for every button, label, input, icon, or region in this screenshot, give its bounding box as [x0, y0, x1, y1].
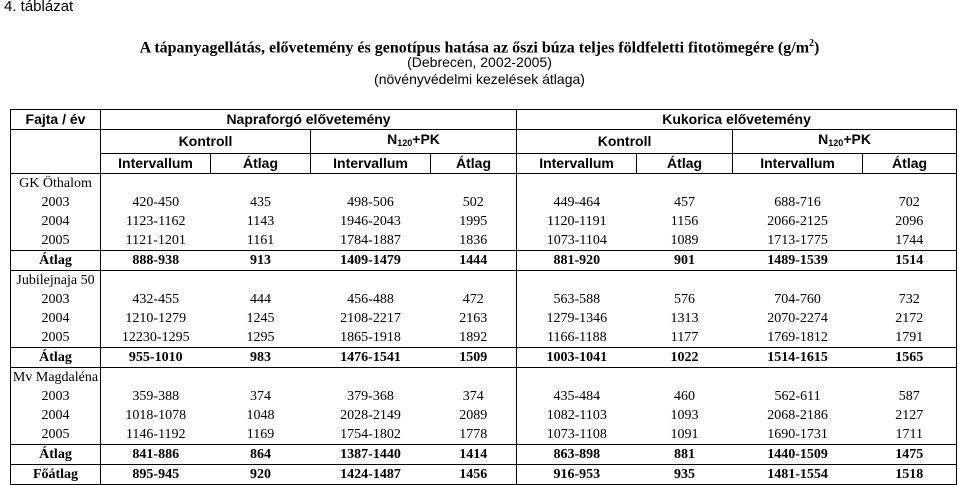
value-cell: 2108-2217: [340, 311, 401, 326]
value-cell: 1713-1775: [767, 233, 828, 248]
header-interval: Intervallum: [517, 154, 637, 174]
average-value: 1514: [863, 251, 957, 271]
variety-row: [11, 271, 957, 291]
grand-average-value: 1518: [863, 465, 957, 485]
year-cell: 2003: [11, 290, 101, 309]
value-cell: 1210-1279: [125, 311, 187, 326]
average-value: 955-1010: [101, 348, 211, 368]
data-table: [10, 109, 957, 485]
average-value: 983: [211, 348, 311, 368]
header-npk-1: [311, 130, 517, 154]
value-cell: 688-716: [774, 195, 821, 210]
header-mean: Átlag: [211, 154, 311, 174]
empty-cell: [517, 174, 637, 194]
header-mean: Átlag: [431, 154, 517, 174]
value-cell: 1295: [246, 330, 275, 345]
value-cell: 1091: [670, 427, 699, 442]
value-cell: 432-455: [132, 292, 180, 307]
grand-average-value: 935: [637, 465, 733, 485]
table-number: 4. táblázat: [4, 0, 74, 15]
table-row: [11, 231, 957, 251]
value-cell: 435-484: [553, 389, 601, 404]
grand-average-value: 1481-1554: [733, 465, 863, 485]
year-cell: 2004: [11, 212, 101, 231]
average-value: 881-920: [517, 251, 637, 271]
year-cell: 2005: [11, 328, 101, 348]
value-cell: 502: [431, 193, 517, 212]
title-text: A tápanyagellátás, elővetemény és genotípus hatása az őszi búza teljes földfeletti fitotömegére (g/m: [139, 39, 810, 57]
value-cell: 12230-1295: [121, 330, 190, 345]
header-maize-preceding: Kukorica elővetemény: [517, 110, 957, 130]
empty-cell: [101, 174, 211, 194]
value-cell: 1120-1191: [546, 214, 607, 229]
value-cell: 704-760: [774, 292, 821, 307]
value-cell: 1784-1887: [340, 233, 401, 248]
empty-cell: [733, 368, 863, 388]
value-cell: 1791: [863, 328, 957, 348]
empty-cell: [211, 271, 311, 291]
table-body: [11, 174, 957, 485]
value-cell: 563-588: [553, 292, 601, 307]
value-cell: 1995: [431, 212, 517, 231]
table-row: [11, 387, 957, 406]
header-control-1: Kontroll: [101, 130, 311, 154]
average-row: [11, 251, 957, 271]
value-cell: 1892: [431, 328, 517, 348]
value-cell: 1177: [670, 330, 699, 345]
grand-average-value: 1424-1487: [311, 465, 431, 485]
average-value: 1489-1539: [733, 251, 863, 271]
average-value: 901: [637, 251, 733, 271]
value-cell: 1156: [670, 214, 699, 229]
grand-average-value: 1456: [431, 465, 517, 485]
empty-cell: [311, 174, 431, 194]
average-value: 1003-1041: [517, 348, 637, 368]
value-cell: 2127: [863, 406, 957, 425]
year-cell: 2003: [11, 193, 101, 212]
value-cell: 1711: [863, 425, 957, 445]
value-cell: 498-506: [347, 195, 394, 210]
empty-cell: [101, 271, 211, 291]
npk-sub: 120: [828, 138, 844, 148]
value-cell: 1161: [246, 233, 275, 248]
average-value: 1440-1509: [733, 445, 863, 465]
value-cell: 1279-1346: [546, 311, 608, 326]
value-cell: 1166-1188: [546, 330, 607, 345]
value-cell: 2089: [431, 406, 517, 425]
average-value: 1409-1479: [311, 251, 431, 271]
table-row: [11, 290, 957, 309]
value-cell: 1093: [670, 408, 699, 423]
value-cell: 2028-2149: [340, 408, 401, 423]
value-cell: 2163: [431, 309, 517, 328]
value-cell: 1018-1078: [125, 408, 187, 423]
header-interval: Intervallum: [311, 154, 431, 174]
value-cell: 1946-2043: [340, 214, 401, 229]
value-cell: 1865-1918: [340, 330, 401, 345]
empty-cell: [431, 271, 517, 291]
header-variety-year: Fajta / év: [11, 110, 101, 130]
average-value: 1387-1440: [311, 445, 431, 465]
header-npk-2: [733, 130, 957, 154]
value-cell: 1744: [863, 231, 957, 251]
year-cell: 2004: [11, 309, 101, 328]
empty-cell: [311, 368, 431, 388]
average-value: 1475: [863, 445, 957, 465]
table-row: [11, 425, 957, 445]
average-value: 1476-1541: [311, 348, 431, 368]
value-cell: 576: [674, 292, 696, 307]
average-label: Átlag: [11, 251, 101, 271]
value-cell: 1778: [431, 425, 517, 445]
value-cell: 2068-2186: [767, 408, 828, 423]
title-superscript: 2: [809, 38, 815, 49]
table-row: [11, 309, 957, 328]
grand-average-label: Főátlag: [11, 465, 101, 485]
average-value: 1414: [431, 445, 517, 465]
value-cell: 1143: [246, 214, 275, 229]
npk-sub: 120: [397, 138, 413, 148]
value-cell: 587: [863, 387, 957, 406]
variety-name: Mv Magdaléna: [11, 368, 101, 388]
empty-cell: [637, 368, 733, 388]
npk-prefix: N: [818, 131, 829, 147]
value-cell: 1313: [670, 311, 699, 326]
average-value: 1514-1615: [733, 348, 863, 368]
value-cell: 1089: [670, 233, 699, 248]
empty-cell: [431, 174, 517, 194]
table-row: [11, 193, 957, 212]
value-cell: 562-611: [774, 389, 821, 404]
year-cell: 2004: [11, 406, 101, 425]
header-spacer: [11, 154, 101, 174]
average-value: 1565: [863, 348, 957, 368]
value-cell: 732: [863, 290, 957, 309]
npk-prefix: N: [387, 131, 398, 147]
subtitle-treatment: (növényvédelmi kezelések átlaga): [374, 71, 585, 87]
grand-average-value: 916-953: [517, 465, 637, 485]
value-cell: 460: [674, 389, 696, 404]
empty-cell: [637, 271, 733, 291]
variety-name: Jubilejnaja 50: [11, 271, 101, 291]
value-cell: 2096: [863, 212, 957, 231]
value-cell: 1121-1201: [125, 233, 186, 248]
value-cell: 359-388: [132, 389, 180, 404]
value-cell: 1146-1192: [125, 427, 186, 442]
value-cell: 2172: [863, 309, 957, 328]
average-value: 888-938: [101, 251, 211, 271]
year-cell: 2005: [11, 231, 101, 251]
value-cell: 2066-2125: [767, 214, 828, 229]
average-value: 913: [211, 251, 311, 271]
empty-cell: [863, 368, 957, 388]
subtitle-location: (Debrecen, 2002-2005): [407, 54, 552, 70]
year-cell: 2003: [11, 387, 101, 406]
average-value: 1509: [431, 348, 517, 368]
empty-cell: [211, 368, 311, 388]
empty-cell: [517, 368, 637, 388]
empty-cell: [311, 271, 431, 291]
table-row: [11, 406, 957, 425]
value-cell: 420-450: [132, 195, 180, 210]
value-cell: 1690-1731: [767, 427, 828, 442]
value-cell: 1754-1802: [340, 427, 401, 442]
variety-row: [11, 368, 957, 388]
value-cell: 1836: [431, 231, 517, 251]
empty-cell: [733, 271, 863, 291]
value-cell: 379-368: [347, 389, 394, 404]
npk-suffix: +PK: [412, 131, 440, 147]
value-cell: 1245: [246, 311, 275, 326]
variety-name: GK Öthalom: [11, 174, 101, 194]
average-value: 1022: [637, 348, 733, 368]
average-row: [11, 445, 957, 465]
header-interval: Intervallum: [733, 154, 863, 174]
table-row: [11, 328, 957, 348]
average-value: 881: [637, 445, 733, 465]
value-cell: 1048: [246, 408, 275, 423]
value-cell: 435: [250, 195, 271, 210]
empty-cell: [517, 271, 637, 291]
header-mean: Átlag: [863, 154, 957, 174]
empty-cell: [431, 368, 517, 388]
average-value: 841-886: [101, 445, 211, 465]
value-cell: 1123-1162: [125, 214, 186, 229]
empty-cell: [101, 368, 211, 388]
empty-cell: [863, 271, 957, 291]
header-mean: Átlag: [637, 154, 733, 174]
grand-average-value: 895-945: [101, 465, 211, 485]
value-cell: 449-464: [553, 195, 601, 210]
average-value: 863-898: [517, 445, 637, 465]
value-cell: 1082-1103: [546, 408, 607, 423]
value-cell: 444: [250, 292, 271, 307]
grand-average-row: [11, 465, 957, 485]
table-row: [11, 212, 957, 231]
value-cell: 456-488: [347, 292, 394, 307]
header-interval: Intervallum: [101, 154, 211, 174]
empty-cell: [733, 174, 863, 194]
value-cell: 374: [431, 387, 517, 406]
year-cell: 2005: [11, 425, 101, 445]
value-cell: 2070-2274: [767, 311, 828, 326]
value-cell: 457: [674, 195, 696, 210]
value-cell: 702: [863, 193, 957, 212]
value-cell: 472: [431, 290, 517, 309]
average-row: [11, 348, 957, 368]
average-value: 1444: [431, 251, 517, 271]
value-cell: 374: [250, 389, 271, 404]
header-spacer: [11, 130, 101, 154]
value-cell: 1769-1812: [767, 330, 828, 345]
empty-cell: [211, 174, 311, 194]
value-cell: 1169: [246, 427, 275, 442]
grand-average-value: 920: [211, 465, 311, 485]
empty-cell: [863, 174, 957, 194]
value-cell: 1073-1104: [546, 233, 607, 248]
average-value: 864: [211, 445, 311, 465]
average-label: Átlag: [11, 348, 101, 368]
npk-suffix: +PK: [843, 131, 871, 147]
header-sunflower-preceding: Napraforgó elővetemény: [101, 110, 517, 130]
title-end: ): [814, 39, 820, 57]
value-cell: 1073-1108: [546, 427, 607, 442]
average-label: Átlag: [11, 445, 101, 465]
empty-cell: [637, 174, 733, 194]
header-control-2: Kontroll: [517, 130, 733, 154]
variety-row: [11, 174, 957, 194]
